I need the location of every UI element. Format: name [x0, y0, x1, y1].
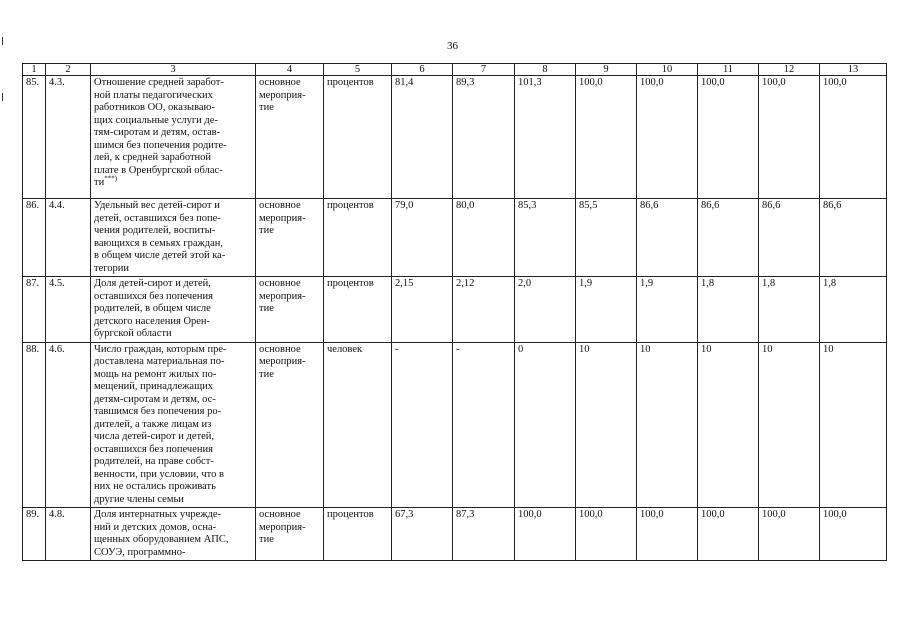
- value-cell: 87,3: [453, 508, 515, 561]
- value-cell: 100,0: [698, 508, 759, 561]
- indicator-type: основное мероприя- тие: [256, 342, 324, 508]
- value-cell: 0: [515, 342, 576, 508]
- row-number: 85.: [23, 76, 46, 199]
- indicator-type: основное мероприя- тие: [256, 199, 324, 277]
- value-cell: 1,8: [698, 277, 759, 343]
- value-cell: 100,0: [759, 508, 820, 561]
- value-cell: 100,0: [759, 76, 820, 199]
- footnote-mark: ***): [104, 174, 118, 183]
- column-header: 3: [91, 64, 256, 76]
- column-header: 1: [23, 64, 46, 76]
- column-header: 13: [820, 64, 887, 76]
- indicator-type: основное мероприя- тие: [256, 76, 324, 199]
- column-header: 12: [759, 64, 820, 76]
- table-row: [23, 277, 887, 343]
- value-cell: 100,0: [515, 508, 576, 561]
- value-cell: 67,3: [392, 508, 453, 561]
- value-cell: 89,3: [453, 76, 515, 199]
- indicator-unit: человек: [324, 342, 392, 508]
- value-cell: 10: [698, 342, 759, 508]
- indicator-unit: процентов: [324, 76, 392, 199]
- page-number: 36: [447, 40, 458, 52]
- indicator-table: [22, 63, 887, 561]
- value-cell: 1,9: [576, 277, 637, 343]
- value-cell: 86,6: [759, 199, 820, 277]
- row-number: 88.: [23, 342, 46, 508]
- value-cell: 85,3: [515, 199, 576, 277]
- value-cell: 100,0: [576, 76, 637, 199]
- row-number: 87.: [23, 277, 46, 343]
- indicator-type: основное мероприя- тие: [256, 508, 324, 561]
- value-cell: -: [453, 342, 515, 508]
- value-cell: 2,0: [515, 277, 576, 343]
- table-row: [23, 76, 887, 199]
- value-cell: 101,3: [515, 76, 576, 199]
- indicator-name: [91, 76, 256, 199]
- row-number: 89.: [23, 508, 46, 561]
- column-header: 2: [46, 64, 91, 76]
- column-header: 7: [453, 64, 515, 76]
- indicator-unit: процентов: [324, 277, 392, 343]
- value-cell: 100,0: [698, 76, 759, 199]
- value-cell: 79,0: [392, 199, 453, 277]
- row-code: 4.3.: [46, 76, 91, 199]
- value-cell: 86,6: [820, 199, 887, 277]
- value-cell: 100,0: [820, 76, 887, 199]
- value-cell: 1,8: [820, 277, 887, 343]
- value-cell: 86,6: [637, 199, 698, 277]
- value-cell: 81,4: [392, 76, 453, 199]
- indicator-name: Доля детей-сирот и детей, оставшихся без попечения родителей, в общем числе детского населения Орен- бургской области: [91, 277, 256, 343]
- value-cell: 80,0: [453, 199, 515, 277]
- value-cell: 10: [576, 342, 637, 508]
- table-row: [23, 199, 887, 277]
- column-header: 10: [637, 64, 698, 76]
- column-header: 6: [392, 64, 453, 76]
- indicator-unit: процентов: [324, 199, 392, 277]
- value-cell: 10: [759, 342, 820, 508]
- indicator-name-text: Отношение средней заработ- ной платы педагогических работников ОО, оказываю- щих социальные услуги де- тям-сиротам и детям, остав- шимся без попечения родите- лей, к средней заработной плате в Оренбургской облас- ти: [94, 77, 227, 188]
- table-row: [23, 508, 887, 561]
- value-cell: 100,0: [576, 508, 637, 561]
- value-cell: 10: [820, 342, 887, 508]
- indicator-name: Доля интернатных учрежде- ний и детских домов, осна- щенных оборудованием АПС, СОУЭ, программно-: [91, 508, 256, 561]
- column-header: 8: [515, 64, 576, 76]
- value-cell: 100,0: [637, 508, 698, 561]
- row-code: 4.8.: [46, 508, 91, 561]
- value-cell: -: [392, 342, 453, 508]
- value-cell: 85,5: [576, 199, 637, 277]
- column-header: 9: [576, 64, 637, 76]
- table-row: [23, 342, 887, 508]
- indicator-name: Число граждан, которым пре- доставлена материальная по- мощь на ремонт жилых по- мещений, принадлежащих детям-сиротам и детям, ос- тавшимся без попечения ро- дителей, а также лицам из числа детей-сирот и детей, оставшихся без попечения родителей, на праве собст- венности, при условии, что в них не остались проживать другие члены семьи: [91, 342, 256, 508]
- value-cell: 2,15: [392, 277, 453, 343]
- column-header: 5: [324, 64, 392, 76]
- value-cell: 10: [637, 342, 698, 508]
- value-cell: 1,8: [759, 277, 820, 343]
- value-cell: 100,0: [637, 76, 698, 199]
- margin-mark: [2, 37, 3, 45]
- value-cell: 100,0: [820, 508, 887, 561]
- header-row: [23, 64, 887, 76]
- row-number: 86.: [23, 199, 46, 277]
- indicator-type: основное мероприя- тие: [256, 277, 324, 343]
- indicator-name: Удельный вес детей-сирот и детей, оставшихся без попе- чения родителей, воспиты- вающихся в семьях граждан, в общем числе детей этой ка- тегории: [91, 199, 256, 277]
- value-cell: 86,6: [698, 199, 759, 277]
- value-cell: 2,12: [453, 277, 515, 343]
- margin-mark: [2, 93, 3, 101]
- indicator-unit: процентов: [324, 508, 392, 561]
- row-code: 4.4.: [46, 199, 91, 277]
- row-code: 4.5.: [46, 277, 91, 343]
- column-header: 11: [698, 64, 759, 76]
- value-cell: 1,9: [637, 277, 698, 343]
- row-code: 4.6.: [46, 342, 91, 508]
- column-header: 4: [256, 64, 324, 76]
